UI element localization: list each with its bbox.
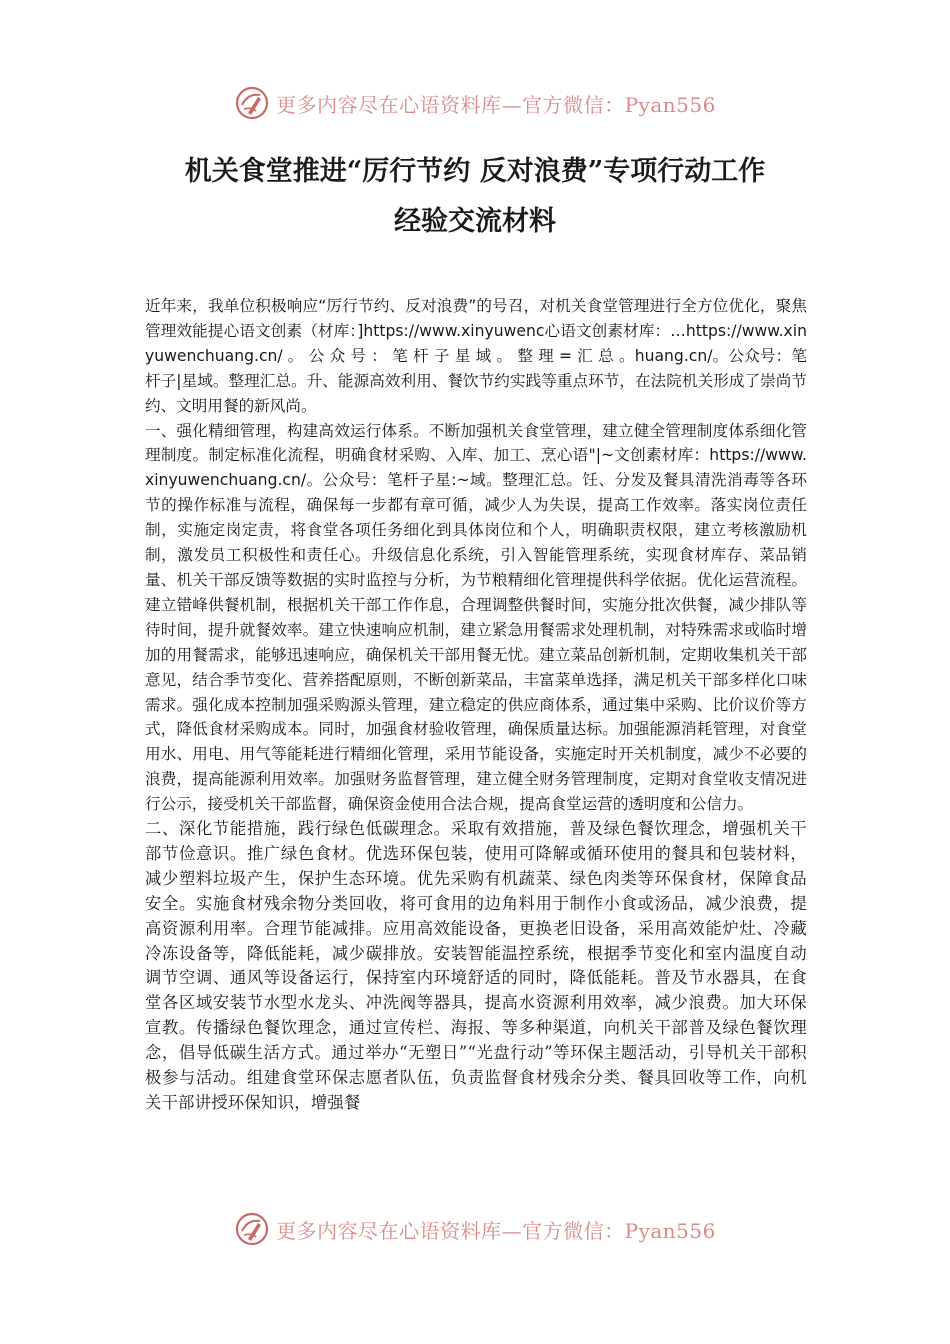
brand-logo-icon (234, 1211, 270, 1247)
document-title (0, 147, 950, 247)
header-watermark (0, 83, 950, 123)
header-watermark-text: 更多内容尽在心语资料库—官方微信：Pyan556 (276, 92, 716, 117)
document-body (145, 294, 807, 1116)
footer-watermark-text: 更多内容尽在心语资料库—官方微信：Pyan556 (276, 1218, 716, 1243)
brand-logo-icon (234, 85, 270, 121)
title-line-1: 机关食堂推进“厉行节约 反对浪费”专项行动工作 (184, 156, 766, 187)
footer-watermark (0, 1209, 950, 1249)
title-line-2: 经验交流材料 (394, 206, 556, 237)
paragraph-intro: 近年来，我单位积极响应“厉行节约、反对浪费”的号召，对机关食堂管理进行全方位优化，聚焦管理效能提心语文创素（材库：]https://www.xinyuwenc心语文创素材库：…https://www.xinyuwenchuang.cn/ 。 公 众 号 ： 笔 杆 子 星 域 。 整 理 = 汇 总 。huang.cn/。公众号：笔杆子|星域。整理汇总。升、能源高效利用、餐饮节约实践等重点环节，在法院机关形成了崇尚节约、文明用餐的新风尚。 (145, 297, 807, 415)
paragraph-section-2: 二、深化节能措施，践行绿色低碳理念。采取有效措施，普及绿色餐饮理念，增强机关干部节俭意识。推广绿色食材。优选环保包装，使用可降解或循环使用的餐具和包装材料，减少塑料垃圾产生，保护生态环境。优先采购有机蔬菜、绿色肉类等环保食材，保障食品安全。实施食材残余物分类回收，将可食用的边角料用于制作小食或汤品，减少浪费，提高资源利用率。合理节能减排。应用高效能设备，更换老旧设备，采用高效能炉灶、冷藏冷冻设备等，降低能耗，减少碳排放。安装智能温控系统，根据季节变化和室内温度自动调节空调、通风等设备运行，保持室内环境舒适的同时，降低能耗。普及节水器具，在食堂各区域安装节水型水龙头、冲洗阀等器具，提高水资源利用效率，减少浪费。加大环保宣教。传播绿色餐饮理念，通过宣传栏、海报、等多种渠道，向机关干部普及绿色餐饮理念，倡导低碳生活方式。通过举办“无塑日”“光盘行动”等环保主题活动，引导机关干部积极参与活动。组建食堂环保志愿者队伍，负责监督食材残余分类、餐具回收等工作，向机关干部讲授环保知识，增强餐 (145, 819, 807, 1112)
paragraph-section-1: 一、强化精细管理，构建高效运行体系。不断加强机关食堂管理，建立健全管理制度体系细化管理制度。制定标准化流程，明确食材采购、入库、加工、烹心语"|~文创素材库：https://www.xinyuwenchuang.cn/。公众号：笔杆子星:~域。整理汇总。饪、分发及餐具清洗消毒等各环节的操作标准与流程，确保每一步都有章可循，减少人为失误，提高工作效率。落实岗位责任制，实施定岗定责，将食堂各项任务细化到具体岗位和个人，明确职责权限，建立考核激励机制，激发员工积极性和责任心。升级信息化系统，引入智能管理系统，实现食材库存、菜品销量、机关干部反馈等数据的实时监控与分析，为节粮精细化管理提供科学依据。优化运营流程。建立错峰供餐机制，根据机关干部工作作息，合理调整供餐时间，实施分批次供餐，减少排队等待时间，提升就餐效率。建立快速响应机制，建立紧急用餐需求处理机制，对特殊需求或临时增加的用餐需求，能够迅速响应，确保机关干部用餐无忧。建立菜品创新机制，定期收集机关干部意见，结合季节变化、营养搭配原则，不断创新菜品，丰富菜单选择，满足机关干部多样化口味需求。强化成本控制加强采购源头管理，建立稳定的供应商体系，通过集中采购、比价议价等方式，降低食材采购成本。同时，加强食材验收管理，确保质量达标。加强能源消耗管理，对食堂用水、用电、用气等能耗进行精细化管理，采用节能设备，实施定时开关机制度，减少不必要的浪费，提高能源利用效率。加强财务监督管理，建立健全财务管理制度，定期对食堂收支情况进行公示，接受机关干部监督，确保资金使用合法合规，提高食堂运营的透明度和公信力。 (145, 421, 807, 814)
